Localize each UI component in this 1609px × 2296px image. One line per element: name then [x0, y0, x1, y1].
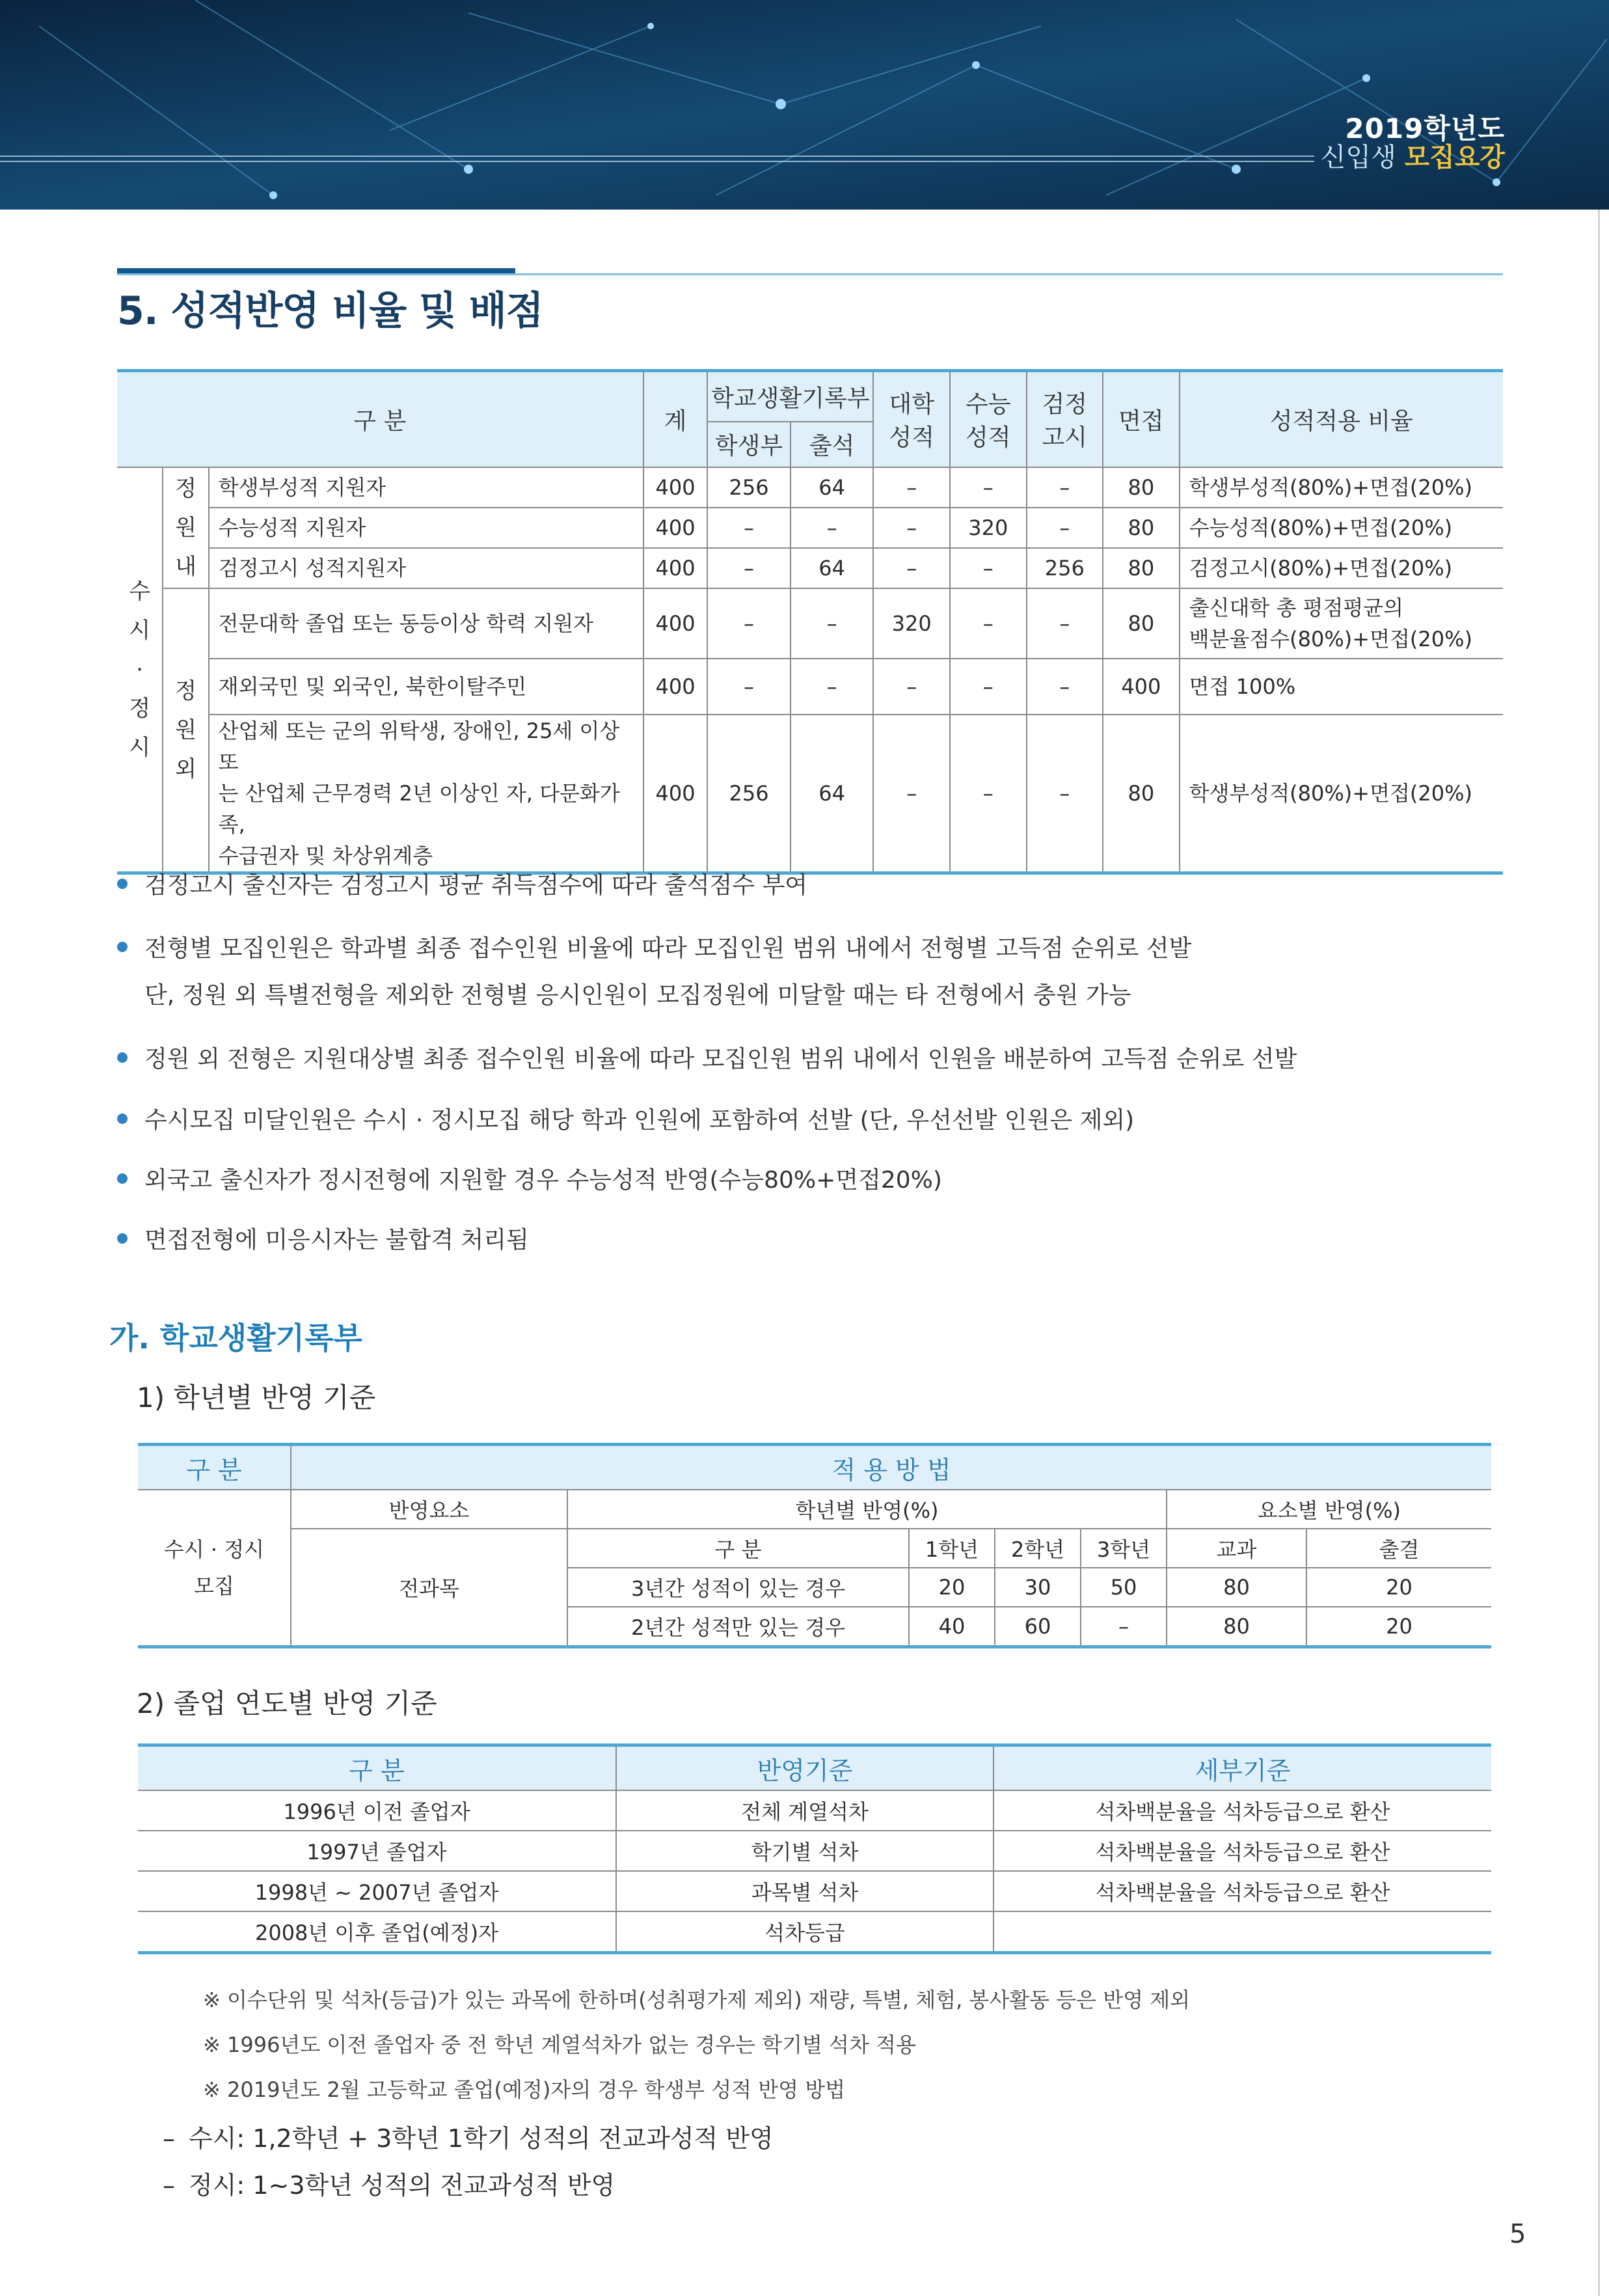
row-name: 학생부성적 지원자 [209, 467, 643, 508]
element-subject: 교과 [1167, 1529, 1306, 1568]
subsection-title: 가. 학교생활기록부 [109, 1320, 362, 1356]
row-name: 산업체 또는 군의 위탁생, 장애인, 25세 이상 또 는 산업체 근무경력 2년 이상인 자, 다문화가족, 수급권자 및 차상위계층 [209, 715, 643, 873]
cell-suneung: – [950, 467, 1027, 508]
cell-record: 256 [707, 715, 791, 873]
graduation-year-table [138, 1743, 1491, 1954]
cell-univ: – [873, 659, 950, 715]
cell-group: 1997년 졸업자 [138, 1831, 616, 1871]
dash-item: – 수시: 1,2학년 + 3학년 1학기 성적의 전교과성적 반영 [163, 2124, 774, 2153]
table-row [138, 1871, 1491, 1911]
header-subtitle-plain: 신입생 [1320, 143, 1396, 172]
cell-ged: – [1027, 659, 1103, 715]
header-univ-grade: 대학 성적 [873, 371, 950, 467]
cell-interview: 400 [1103, 659, 1180, 715]
header-year: 2019학년도 [1345, 113, 1505, 144]
cell-ratio: 학생부성적(80%)+면접(20%) [1180, 467, 1503, 508]
bullet-dot-icon [117, 942, 128, 952]
cell-group: 1998년 ~ 2007년 졸업자 [138, 1871, 616, 1911]
cell-ratio: 학생부성적(80%)+면접(20%) [1180, 715, 1503, 873]
section-title: 5. 성적반영 비율 및 배점 [117, 288, 543, 334]
cell-attend: 64 [791, 467, 874, 508]
section-rule-thick [117, 268, 515, 273]
label-factor: 반영요소 [291, 1490, 567, 1529]
cell-record: – [707, 508, 791, 548]
cell-group: 2008년 이후 졸업(예정)자 [138, 1911, 616, 1953]
header-subtitle [1321, 137, 1505, 174]
table-row [117, 548, 1503, 588]
cell-interview: 80 [1103, 588, 1180, 659]
cell-attend: – [791, 659, 874, 715]
cell-case: 2년간 성적만 있는 경우 [567, 1607, 909, 1647]
cell-group: 1996년 이전 졸업자 [138, 1790, 616, 1831]
header-gubun: 구 분 [117, 371, 643, 467]
dash-item: – 정시: 1~3학년 성적의 전교과성적 반영 [163, 2171, 615, 2200]
cell-basis: 학기별 석차 [616, 1831, 994, 1871]
factor-value: 전과목 [291, 1529, 567, 1647]
header-school-record: 학교생활기록부 [707, 371, 873, 422]
cell-detail: 석차백분율을 석차등급으로 환산 [994, 1871, 1491, 1911]
page-edge [1598, 210, 1600, 2296]
bullet-item: 정원 외 전형은 지원대상별 최종 접수인원 비율에 따라 모집인원 범위 내에서 인원을 배분하여 고득점 순위로 선발 [117, 1036, 1297, 1083]
header-banner [0, 0, 1609, 210]
cell-interview: 80 [1103, 715, 1180, 873]
bullet-dot-icon [117, 1114, 128, 1124]
year-1: 1학년 [909, 1529, 995, 1568]
header-total: 계 [643, 371, 707, 467]
cell-y2: 60 [995, 1607, 1081, 1647]
table-row [138, 1831, 1491, 1871]
cell-record: – [707, 659, 791, 715]
cell-ged: – [1027, 467, 1103, 508]
row-name: 재외국민 및 외국인, 북한이탈주민 [209, 659, 643, 715]
row-name: 검정고시 성적지원자 [209, 548, 643, 588]
cell-record: – [707, 588, 791, 659]
score-ratio-table [117, 369, 1503, 875]
cell-total: 400 [643, 588, 707, 659]
cell-ged: – [1027, 588, 1103, 659]
group-label-in-quota: 정 원 내 [163, 467, 208, 588]
cell-y3: 50 [1081, 1568, 1167, 1607]
label-element-ratio: 요소별 반영(%) [1167, 1490, 1491, 1529]
cell-ratio: 검정고시(80%)+면접(20%) [1180, 548, 1503, 588]
cell-ged: 256 [1027, 548, 1103, 588]
cell-univ: – [873, 508, 950, 548]
cell-total: 400 [643, 548, 707, 588]
page-number: 5 [1509, 2219, 1526, 2249]
cell-y1: 20 [909, 1568, 995, 1607]
label-year-ratio: 학년별 반영(%) [567, 1490, 1167, 1529]
cell-total: 400 [643, 467, 707, 508]
table-row [138, 1911, 1491, 1953]
cell-suneung: – [950, 588, 1027, 659]
cell-univ: – [873, 467, 950, 508]
table-row [117, 659, 1503, 715]
table-row [138, 1790, 1491, 1831]
bullet-dot-icon [117, 879, 128, 889]
cell-interview: 80 [1103, 467, 1180, 508]
table-row [117, 467, 1503, 508]
cell-total: 400 [643, 508, 707, 548]
network-graphic [0, 0, 1609, 210]
year-3: 3학년 [1081, 1529, 1167, 1568]
note: ※ 1996년도 이전 졸업자 중 전 학년 계열석차가 없는 경우는 학기별 석차 적용 [203, 2032, 916, 2057]
cell-subject: 80 [1167, 1607, 1306, 1647]
cell-basis: 석차등급 [616, 1911, 994, 1953]
cell-ged: – [1027, 508, 1103, 548]
bullet-item: 검정고시 출신자는 검정고시 평균 취득점수에 따라 출석점수 부여 [117, 862, 807, 909]
bullet-item: 면접전형에 미응시자는 불합격 처리됨 [117, 1217, 529, 1264]
header-subtitle-bold: 모집요강 [1404, 143, 1505, 172]
cell-subject: 80 [1167, 1568, 1306, 1607]
cell-ratio: 면접 100% [1180, 659, 1503, 715]
cell-univ: – [873, 715, 950, 873]
header-interview: 면접 [1103, 371, 1180, 467]
cell-interview: 80 [1103, 548, 1180, 588]
group-label-susi-jeongsi: 수 시 · 정 시 [117, 467, 163, 873]
cell-total: 400 [643, 715, 707, 873]
bullet-item: 외국고 출신자가 정시전형에 지원할 경우 수능성적 반영(수능80%+면접20%) [117, 1157, 942, 1204]
cell-suneung: 320 [950, 508, 1027, 548]
header-record: 학생부 [707, 422, 791, 467]
group-label-out-quota: 정 원 외 [163, 588, 208, 873]
cell-suneung: – [950, 548, 1027, 588]
cell-attend: 20 [1306, 1607, 1491, 1647]
note: ※ 2019년도 2월 고등학교 졸업(예정)자의 경우 학생부 성적 반영 방법 [203, 2077, 846, 2102]
cell-basis: 전체 계열석차 [616, 1790, 994, 1831]
header-gubun: 구 분 [138, 1445, 291, 1490]
cell-y2: 30 [995, 1568, 1081, 1607]
row-name: 전문대학 졸업 또는 동등이상 학력 지원자 [209, 588, 643, 659]
header-attend: 출석 [791, 422, 874, 467]
cell-interview: 80 [1103, 508, 1180, 548]
bullet-item: 전형별 모집인원은 학과별 최종 접수인원 비율에 따라 모집인원 범위 내에서 전형별 고득점 순위로 선발 단, 정원 외 특별전형을 제외한 전형별 응시인원이 모집정원에 미달할 때는 타 전형에서 충원 가능 [117, 925, 1191, 1019]
bullet-dot-icon [117, 1173, 128, 1184]
bullet-dot-icon [117, 1233, 128, 1244]
header-ged: 검정 고시 [1027, 371, 1103, 467]
cell-y3: – [1081, 1607, 1167, 1647]
table-row [117, 508, 1503, 548]
cell-ged: – [1027, 715, 1103, 873]
element-attend: 출결 [1306, 1529, 1491, 1568]
note: ※ 이수단위 및 석차(등급)가 있는 과목에 한하며(성취평가제 제외) 재량, 특별, 체험, 봉사활동 등은 반영 제외 [203, 1988, 1191, 2012]
row-label: 수시 · 정시 모집 [138, 1490, 291, 1647]
header-gubun: 구 분 [138, 1745, 616, 1791]
cell-univ: 320 [873, 588, 950, 659]
header-basis: 반영기준 [616, 1745, 994, 1791]
cell-attend: – [791, 588, 874, 659]
header-detail: 세부기준 [994, 1745, 1491, 1791]
cell-ratio: 출신대학 총 평점평균의 백분율점수(80%)+면접(20%) [1180, 588, 1503, 659]
cell-record: – [707, 548, 791, 588]
header-suneung: 수능 성적 [950, 371, 1027, 467]
bullet-item: 수시모집 미달인원은 수시 · 정시모집 해당 학과 인원에 포함하여 선발 (단, 우선선발 인원은 제외) [117, 1097, 1134, 1144]
cell-univ: – [873, 548, 950, 588]
cell-attend: 20 [1306, 1568, 1491, 1607]
cell-basis: 과목별 석차 [616, 1871, 994, 1911]
bullet-dot-icon [117, 1052, 128, 1063]
cell-attend: 64 [791, 715, 874, 873]
row-name: 수능성적 지원자 [209, 508, 643, 548]
table-row [117, 715, 1503, 873]
label-gubun: 구 분 [567, 1529, 909, 1568]
subheading-grade-criteria: 1) 학년별 반영 기준 [137, 1382, 376, 1414]
cell-detail [994, 1911, 1491, 1953]
year-2: 2학년 [995, 1529, 1081, 1568]
section-rule-thin [117, 273, 1503, 275]
cell-case: 3년간 성적이 있는 경우 [567, 1568, 909, 1607]
cell-y1: 40 [909, 1607, 995, 1647]
subheading-year-criteria: 2) 졸업 연도별 반영 기준 [137, 1688, 437, 1719]
cell-detail: 석차백분율을 석차등급으로 환산 [994, 1831, 1491, 1871]
header-method: 적 용 방 법 [291, 1445, 1491, 1490]
cell-ratio: 수능성적(80%)+면접(20%) [1180, 508, 1503, 548]
cell-suneung: – [950, 715, 1027, 873]
cell-attend: 64 [791, 548, 874, 588]
cell-detail: 석차백분율을 석차등급으로 환산 [994, 1790, 1491, 1831]
grade-criteria-table [138, 1443, 1491, 1648]
header-ratio: 성적적용 비율 [1180, 371, 1503, 467]
table-row [117, 588, 1503, 659]
cell-total: 400 [643, 659, 707, 715]
cell-record: 256 [707, 467, 791, 508]
cell-suneung: – [950, 659, 1027, 715]
cell-attend: – [791, 508, 874, 548]
